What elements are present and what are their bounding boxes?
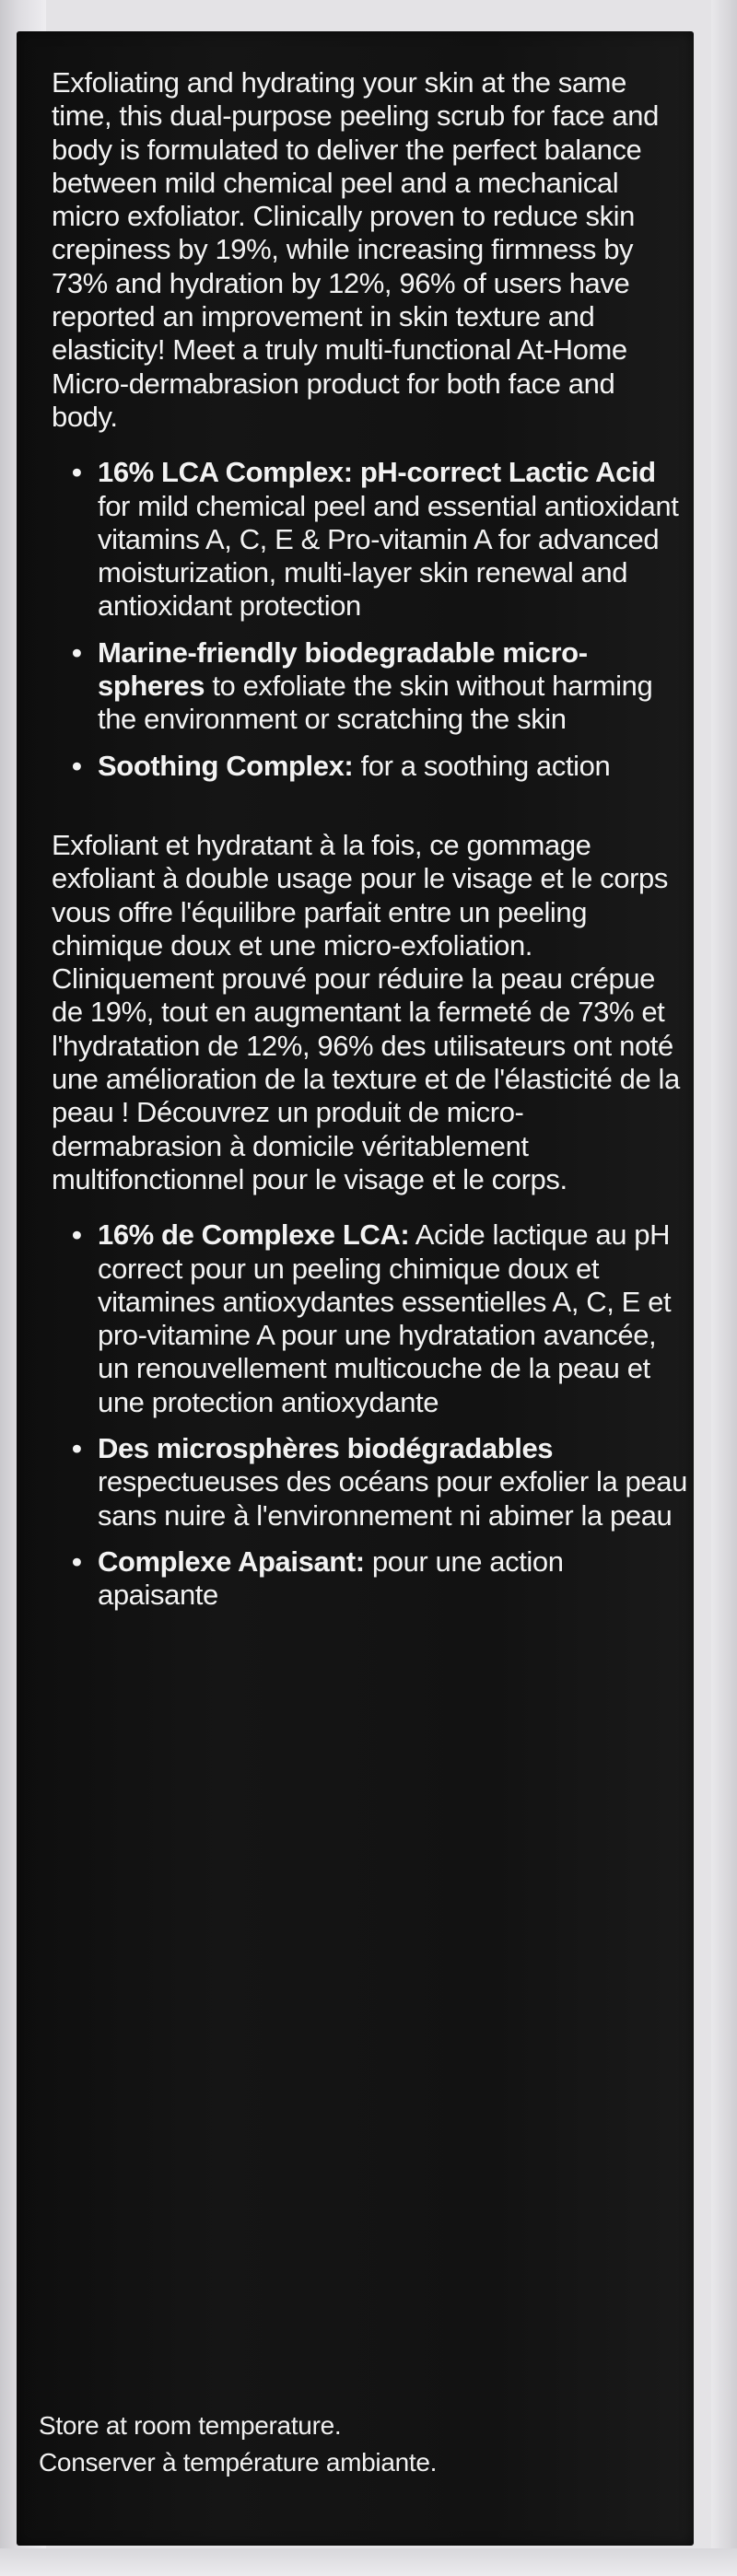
bullet-text: pour une action apaisante: [98, 1544, 564, 1612]
french-bullet-list: [52, 1218, 687, 1612]
bullet-heading: 16% de Complexe LCA:: [98, 1218, 410, 1252]
storage-english: Store at room temperature.: [39, 2411, 342, 2440]
package-edge-right: [711, 0, 737, 2576]
bullet-text: for a soothing action: [353, 749, 611, 782]
storage-french: Conserver à température ambiante.: [39, 2448, 438, 2477]
english-intro: Exfoliating and hydrating your skin at the same time, this dual-purpose peeling scrub for face and body is formulated to deliver the perfect balance between mild chemical peel and a mechanical micro exfoliator. Clinically proven to reduce skin crepiness by 19%, while increasing firmness by 73% and hydration by 12%, 96% of users have reported an improvement in skin texture and elasticity! Meet a truly multi-functional At-Home Micro-dermabrasion product for both face and body.: [52, 66, 659, 433]
french-bullet-lca: [77, 1218, 687, 1419]
bullet-heading: Marine-friendly biodegradable micro-spheres: [98, 635, 588, 703]
bullet-text: Acide lactique au pH correct pour un peeling chimique doux et vitamines antioxydantes essentielles A, C, E et pro-vitamine A pour une hydratation avancée, un renouvellement multicouche de la peau et une protection antioxydante: [98, 1218, 672, 1418]
french-intro: Exfoliant et hydratant à la fois, ce gommage exfoliant à double usage pour le visage et le corps vous offre l'équilibre parfait entre un peeling chimique doux et une micro-exfoliation. Cliniquement prouvé pour réduire la peau crépue de 19%, tout en augmentant la fermeté de 73% et l'hydratation de 12%, 96% des utilisateurs ont noté une amélioration de la texture et de l'élasticité de la peau ! Découvrez un produit de micro-dermabrasion à domicile véritablement multifonctionnel pour le visage et le corps.: [52, 828, 680, 1195]
bullet-heading: Des microsphères biodégradables: [98, 1431, 554, 1464]
package-edge-bottom: [0, 2548, 737, 2576]
label-text-block: [52, 66, 687, 1625]
english-bullet-list: [52, 456, 687, 783]
french-section: [52, 829, 687, 1613]
english-section: [52, 66, 687, 783]
english-bullet-soothing: [77, 750, 687, 783]
bullet-heading: 16% LCA Complex: pH-correct Lactic Acid: [98, 456, 656, 489]
storage-instructions: [39, 2407, 437, 2481]
english-bullet-microspheres: [77, 636, 687, 737]
english-bullet-lca: [77, 456, 687, 623]
french-bullet-microspheres: [77, 1432, 687, 1533]
bullet-text: to exfoliate the skin without harming the environment or scratching the skin: [98, 670, 653, 736]
bullet-heading: Complexe Apaisant:: [98, 1544, 365, 1578]
french-bullet-soothing: [77, 1545, 687, 1613]
bullet-text: respectueuses des océans pour exfolier la peau sans nuire à l'environnement ni abimer la peau: [98, 1465, 687, 1532]
bullet-heading: Soothing Complex:: [98, 749, 354, 782]
bullet-text: for mild chemical peel and essential antioxidant vitamins A, C, E & Pro-vitamin A for advanced moisturization, multi-layer skin renewal and antioxidant protection: [98, 489, 679, 623]
